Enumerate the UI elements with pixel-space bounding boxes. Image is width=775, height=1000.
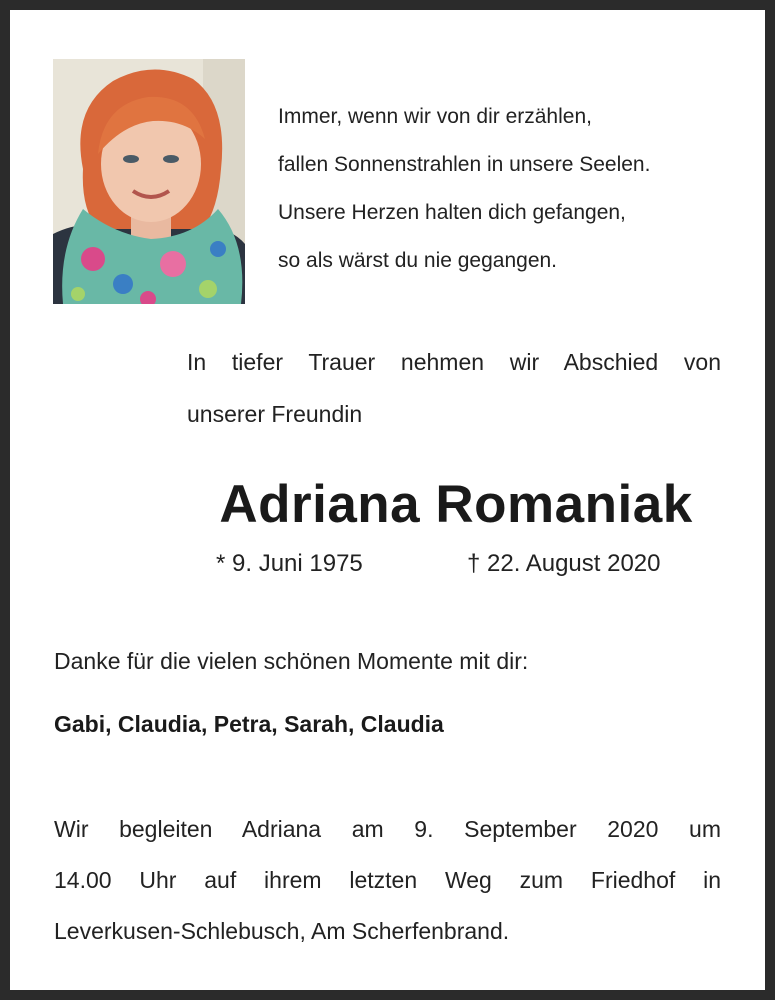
poem-line: fallen Sonnenstrahlen in unsere Seelen. (278, 153, 651, 176)
poem-verse (278, 93, 650, 285)
intro-line: unserer Freundin (187, 401, 363, 427)
death-date: † 22. August 2020 (467, 550, 661, 577)
poem-line: Immer, wenn wir von dir erzählen, (278, 105, 592, 128)
funeral-line: 14.00 Uhr auf ihrem letzten Weg zum Friedhof in (54, 867, 721, 893)
poem-line: so als wärst du nie gegangen. (278, 249, 558, 272)
funeral-line: Leverkusen-Schlebusch, Am Scherfenbrand. (54, 918, 510, 944)
deceased-name: Adriana Romaniak (219, 475, 693, 534)
thanks-text: Danke für die vielen schönen Momente mit dir: (54, 648, 529, 674)
signers-names: Gabi, Claudia, Petra, Sarah, Claudia (54, 711, 444, 737)
intro-line: In tiefer Trauer nehmen wir Abschied von (187, 349, 721, 375)
poem-line: Unsere Herzen halten dich gefangen, (278, 201, 626, 224)
birth-date: * 9. Juni 1975 (216, 550, 363, 577)
mourning-intro (187, 336, 721, 440)
obituary-notice (10, 10, 765, 990)
funeral-info (54, 804, 721, 957)
portrait-photo (53, 59, 245, 304)
funeral-line: Wir begleiten Adriana am 9. September 2020 um (54, 816, 721, 842)
